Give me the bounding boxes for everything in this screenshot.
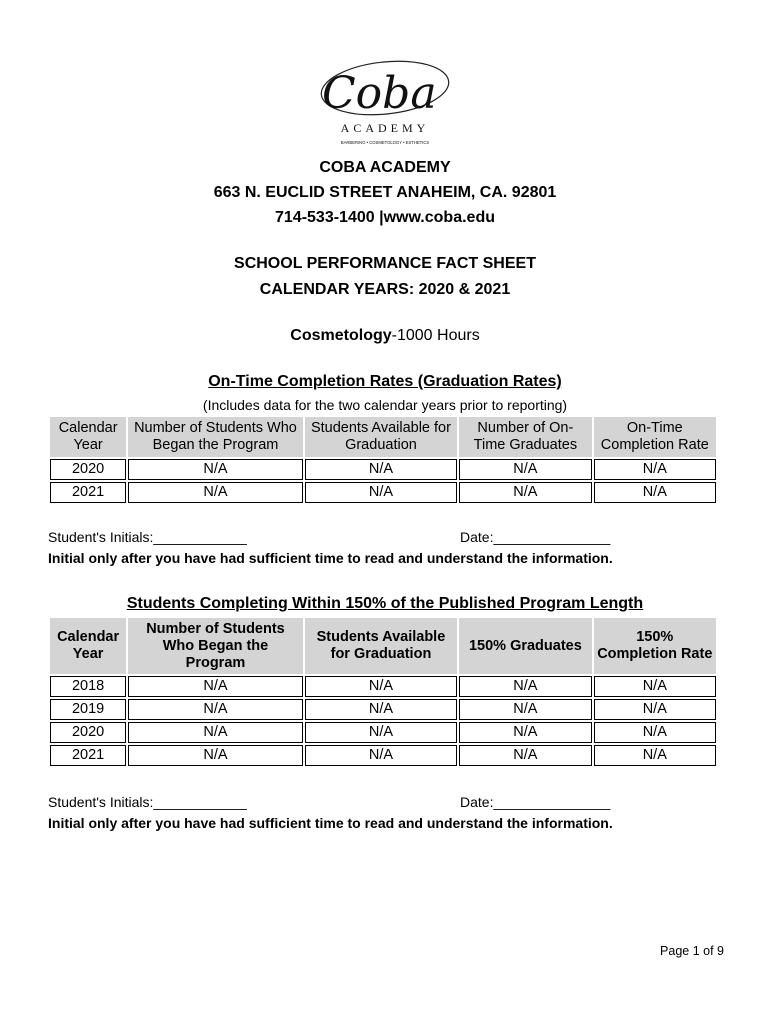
initials-field-1[interactable]: Student's Initials:____________ xyxy=(48,529,247,545)
table-row xyxy=(50,722,716,743)
section1-title: On-Time Completion Rates (Graduation Rates) xyxy=(208,373,562,390)
logo-tagline: BARBERING • COSMETOLOGY • ESTHETICS xyxy=(340,140,430,145)
cell: N/A xyxy=(594,459,716,480)
col-on-time-graduates: Number of On- Time Graduates xyxy=(459,417,591,457)
logo-script: Coba xyxy=(322,68,437,119)
cell: N/A xyxy=(305,482,457,503)
cell: N/A xyxy=(305,745,457,766)
col-available-graduation: Students Available for Graduation xyxy=(305,417,457,457)
cell-year: 2020 xyxy=(50,459,126,480)
cell: N/A xyxy=(459,722,591,743)
section2-title: Students Completing Within 150% of the Published Program Length xyxy=(126,595,644,612)
cell: N/A xyxy=(128,676,303,697)
school-address: 663 N. EUCLID STREET ANAHEIM, CA. 92801 xyxy=(213,184,557,201)
sheet-years: CALENDAR YEARS: 2020 & 2021 xyxy=(259,281,511,298)
col-calendar-year: Calendar Year xyxy=(50,417,126,457)
completion-150-table xyxy=(48,616,718,768)
col-available-graduation: Students Available for Graduation xyxy=(305,618,457,674)
section1-subtitle: (Includes data for the two calendar years prior to reporting) xyxy=(202,397,568,413)
cell: N/A xyxy=(305,459,457,480)
cell: N/A xyxy=(594,745,716,766)
cell-year: 2020 xyxy=(50,722,126,743)
col-150-graduates: 150% Graduates xyxy=(459,618,591,674)
program-hours: -1000 Hours xyxy=(391,327,480,344)
program-line xyxy=(0,327,770,345)
cell: N/A xyxy=(305,676,457,697)
cell: N/A xyxy=(128,459,303,480)
coba-academy-logo xyxy=(300,52,470,152)
cell: N/A xyxy=(594,699,716,720)
program-name: Cosmetology xyxy=(290,327,392,344)
date-field-1[interactable]: Date:_______________ xyxy=(460,529,611,545)
table-row xyxy=(50,745,716,766)
cell-year: 2019 xyxy=(50,699,126,720)
initials-note-1: Initial only after you have had sufficient time to read and understand the information. xyxy=(48,550,613,566)
col-began-program: Number of Students Who Began the Program xyxy=(128,417,303,457)
cell-year: 2018 xyxy=(50,676,126,697)
cell: N/A xyxy=(128,745,303,766)
date-field-2[interactable]: Date:_______________ xyxy=(460,794,611,810)
table-header-row xyxy=(50,417,716,457)
school-contact: 714-533-1400 |www.coba.edu xyxy=(275,209,495,226)
initials-note-2: Initial only after you have had sufficient time to read and understand the information. xyxy=(48,815,613,831)
cell: N/A xyxy=(305,699,457,720)
col-calendar-year: Calendar Year xyxy=(50,618,126,674)
logo-academy: ACADEMY xyxy=(340,121,430,135)
cell: N/A xyxy=(128,482,303,503)
table-row xyxy=(50,459,716,480)
cell: N/A xyxy=(128,699,303,720)
cell-year: 2021 xyxy=(50,482,126,503)
page-number: Page 1 of 9 xyxy=(660,944,724,958)
col-began-program: Number of Students Who Began the Program xyxy=(128,618,303,674)
table-row xyxy=(50,482,716,503)
col-150-completion-rate: 150% Completion Rate xyxy=(594,618,716,674)
table-row xyxy=(50,699,716,720)
cell: N/A xyxy=(128,722,303,743)
initials-field-2[interactable]: Student's Initials:____________ xyxy=(48,794,247,810)
cell: N/A xyxy=(459,482,591,503)
table-header-row xyxy=(50,618,716,674)
cell: N/A xyxy=(594,482,716,503)
on-time-completion-table xyxy=(48,415,718,505)
sheet-title: SCHOOL PERFORMANCE FACT SHEET xyxy=(234,255,536,272)
cell: N/A xyxy=(305,722,457,743)
cell-year: 2021 xyxy=(50,745,126,766)
cell: N/A xyxy=(459,699,591,720)
school-name: COBA ACADEMY xyxy=(319,159,451,176)
cell: N/A xyxy=(594,676,716,697)
col-completion-rate: On-Time Completion Rate xyxy=(594,417,716,457)
cell: N/A xyxy=(459,676,591,697)
cell: N/A xyxy=(459,745,591,766)
table-row xyxy=(50,676,716,697)
cell: N/A xyxy=(459,459,591,480)
cell: N/A xyxy=(594,722,716,743)
